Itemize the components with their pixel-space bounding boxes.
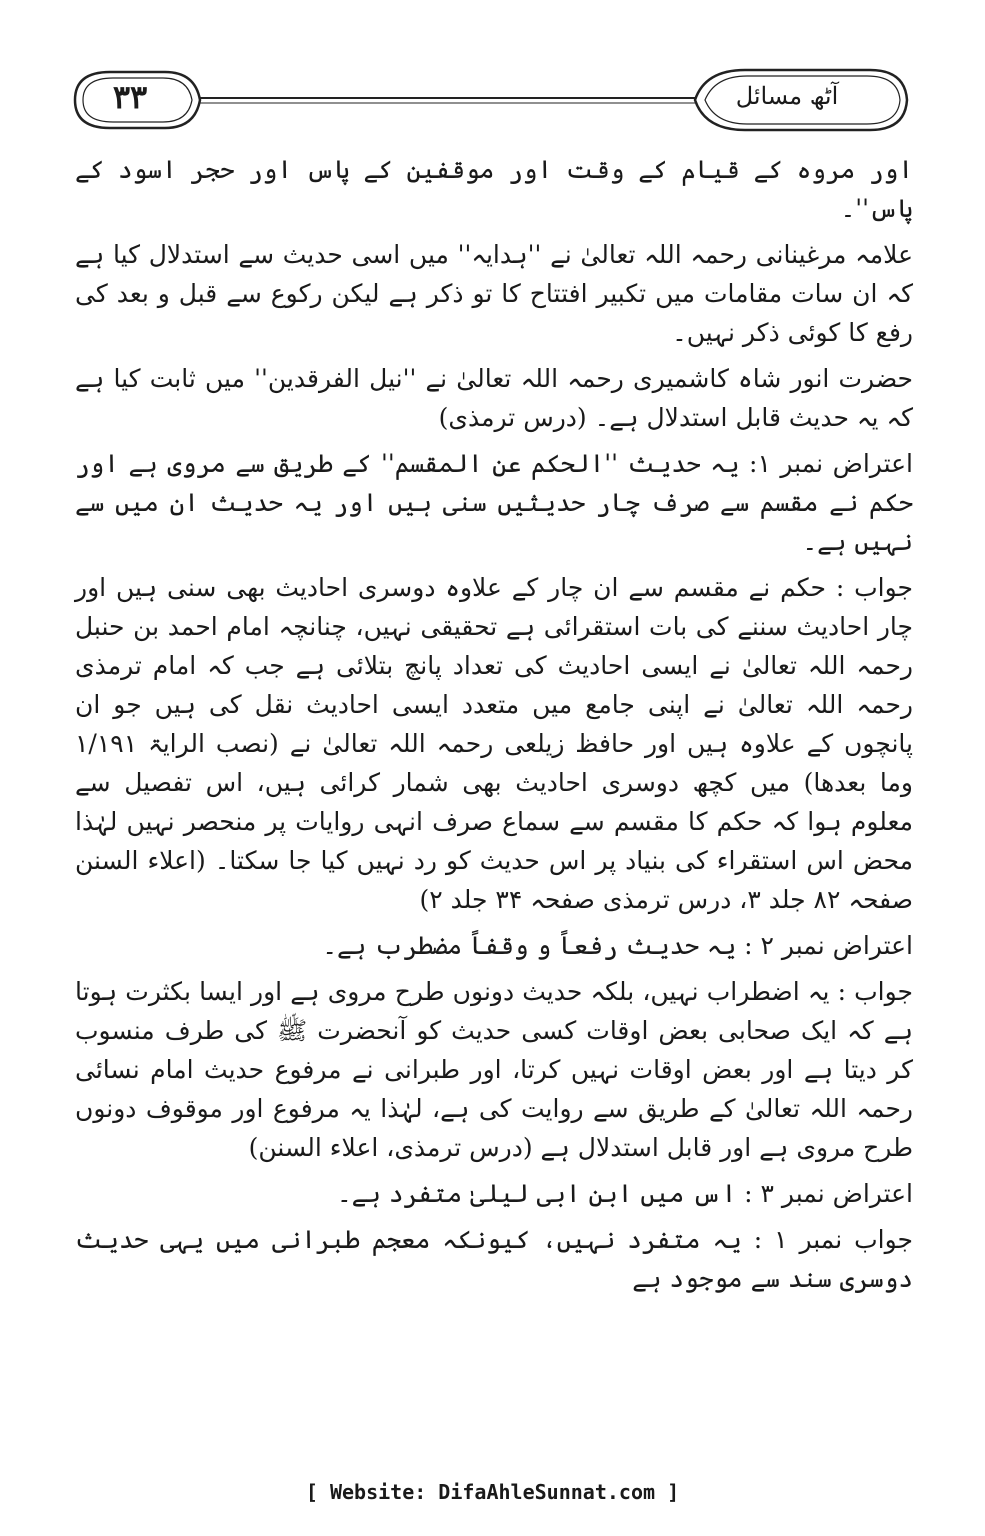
answer-2: جواب : یہ اضطراب نہیں، بلکہ حدیث دونوں طرح مروی ہے اور ایسا بکثرت ہوتا ہے کہ ایک صحابی بعض اوقات کسی حدیث کو آنحضرت ﷺ کی طرف منسوب کر دیتا ہے اور بعض اوقات نہیں کرتا، اور طبرانی نے مرفوع حدیث امام نسائی رحمہ اللہ تعالیٰ کے طریق سے روایت کی ہے، لہٰذا یہ مرفوع اور موقوف دونوں طرح مروی ہے اور قابل استدلال ہے (درس ترمذی، اعلاء السنن) xyxy=(75,977,913,1162)
page-header xyxy=(55,60,925,140)
objection-3: اعتراض نمبر ۳ : اس میں ابن ابی لیلیٰ متفرد ہے۔ xyxy=(336,1179,913,1208)
objection-2: اعتراض نمبر ۲ : یہ حدیث رفعاً و وقفاً مضطرب ہے۔ xyxy=(322,931,913,960)
paragraph-2: علامہ مرغینانی رحمہ اللہ تعالیٰ نے ''ہدایہ'' میں اسی حدیث سے استدلال کیا ہے کہ ان سات مقامات میں تکبیر افتتاح کا تو ذکر ہے لیکن رکوع سے قبل و بعد کی رفع کا کوئی ذکر نہیں۔ xyxy=(75,240,913,347)
website-footer: [ Website: DifaAhleSunnat.com ] xyxy=(305,1480,680,1504)
answer-1: جواب : حکم نے مقسم سے ان چار کے علاوہ دوسری احادیث بھی سنی ہیں اور چار احادیث سننے کی بات استقرائی ہے تحقیقی نہیں، چنانچہ امام احمد بن حنبل رحمہ اللہ تعالیٰ نے ایسی احادیث کی تعداد پانچ بتلائی ہے جب کہ امام ترمذی رحمہ اللہ تعالیٰ نے اپنی جامع میں متعدد ایسی احادیث نقل کی ہیں جو ان پانچوں کے علاوہ ہیں اور حافظ زیلعی رحمہ اللہ تعالیٰ نے (نصب الرایۃ ۱/۱۹۱ وما بعدھا) میں کچھ دوسری احادیث بھی شمار کرائی ہیں، اس تفصیل سے معلوم ہوا کہ حکم کا مقسم سے سماع صرف انہی روایات پر منحصر نہیں لہٰذا محض اس استقراء کی بنیاد پر اس حدیث کو رد نہیں کیا جا سکتا۔ (اعلاء السنن صفحہ ۸۲ جلد ۳، درس ترمذی صفحہ ۳۴ جلد ۲) xyxy=(75,573,913,914)
running-title: آٹھ مسائل xyxy=(735,82,839,110)
page-number: ۳۳ xyxy=(112,78,148,116)
objection-1: اعتراض نمبر ۱: یہ حدیث ''الحکم عن المقسم'' کے طریق سے مروی ہے اور حکم نے مقسم سے صرف چار حدیثیں سنی ہیں اور یہ حدیث ان میں سے نہیں ہے۔ xyxy=(75,449,913,556)
paragraph-1: اور مروہ کے قیام کے وقت اور موقفین کے پاس اور حجر اسود کے پاس''۔ xyxy=(75,155,913,223)
paragraph-3: حضرت انور شاہ کاشمیری رحمہ اللہ تعالیٰ نے ''نیل الفرقدین'' میں ثابت کیا ہے کہ یہ حدیث قابل استدلال ہے۔ (درس ترمذی) xyxy=(75,364,913,432)
answer-3: جواب نمبر ۱ : یہ متفرد نہیں، کیونکہ معجم طبرانی میں یہی حدیث دوسری سند سے موجود ہے xyxy=(75,1225,913,1293)
body-text xyxy=(75,150,913,1305)
